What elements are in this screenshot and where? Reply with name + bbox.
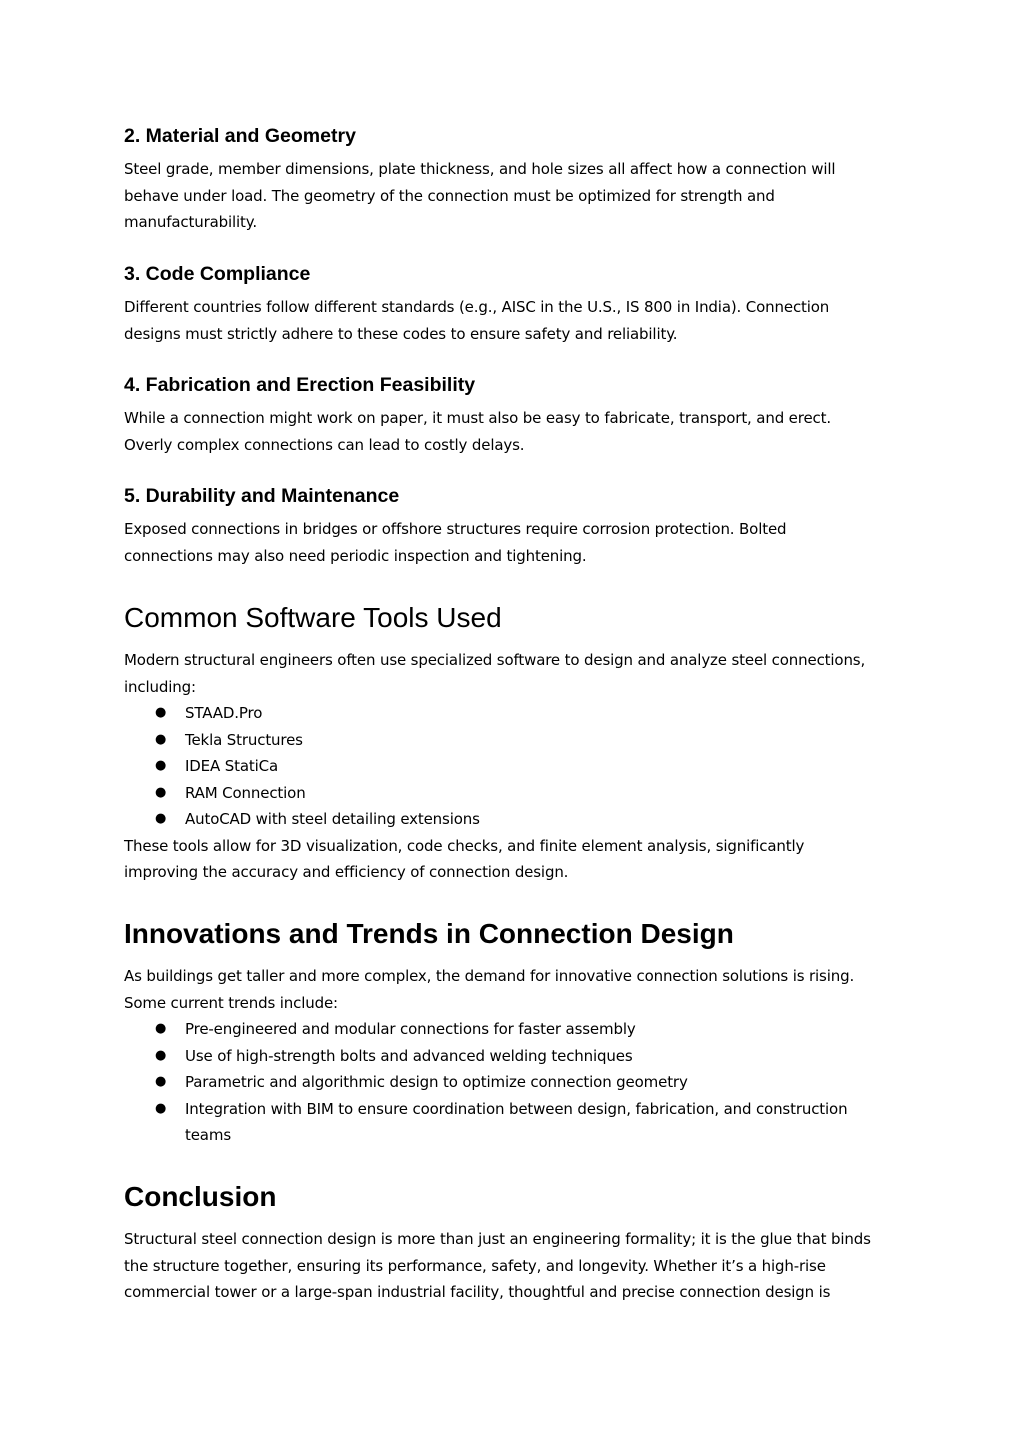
list-item (124, 753, 904, 780)
list-item-label: Pre-engineered and modular connections for faster assembly (185, 1020, 636, 1038)
text-line: designs must strictly adhere to these codes to ensure safety and reliability. (124, 324, 678, 343)
paragraph-conclusion (124, 1226, 904, 1306)
text-line: the structure together, ensuring its performance, safety, and longevity. Whether it’s a high-rise (124, 1256, 826, 1275)
text-line: These tools allow for 3D visualization, code checks, and finite element analysis, significantly (124, 836, 805, 855)
bullet-icon: ● (155, 1100, 167, 1116)
list-item (124, 700, 904, 727)
list-item (124, 1043, 904, 1070)
text-line: Structural steel connection design is more than just an engineering formality; it is the glue that binds (124, 1230, 871, 1248)
bullet-icon: ● (155, 731, 167, 747)
section-heading-fabrication: 4. Fabrication and Erection Feasibility (124, 374, 476, 396)
text-line: improving the accuracy and efficiency of connection design. (124, 863, 569, 881)
section-heading-code: 3. Code Compliance (124, 263, 311, 285)
section-heading-material: 2. Material and Geometry (124, 125, 356, 147)
trends-list (124, 1016, 904, 1149)
list-item-label: Use of high-strength bolts and advanced welding techniques (185, 1046, 633, 1065)
paragraph-innovations (124, 963, 904, 1149)
list-item-label: STAAD.Pro (185, 704, 263, 722)
paragraph-software (124, 647, 904, 886)
bullet-icon: ● (155, 1047, 167, 1063)
paragraph-fabrication (124, 405, 904, 458)
list-item-label: Parametric and algorithmic design to optimize connection geometry (185, 1073, 688, 1091)
list-item (124, 806, 904, 833)
bullet-icon: ● (155, 1074, 167, 1089)
text-line: Some current trends include: (124, 993, 338, 1012)
list-item (124, 1096, 904, 1123)
bullet-icon: ● (155, 811, 167, 826)
list-item-label: Integration with BIM to ensure coordination between design, fabrication, and construction (185, 1099, 848, 1118)
list-item-label: IDEA StatiCa (185, 757, 278, 775)
section-heading-durability: 5. Durability and Maintenance (124, 485, 400, 507)
text-line: commercial tower or a large-span industrial facility, thoughtful and precise connection design is (124, 1283, 831, 1301)
list-item-label: Tekla Structures (185, 730, 303, 749)
text-line: Modern structural engineers often use specialized software to design and analyze steel connections, (124, 651, 866, 669)
paragraph-code (124, 294, 904, 347)
list-item-continuation (124, 1122, 904, 1149)
text-line: Different countries follow different standards (e.g., AISC in the U.S., IS 800 in India). Connection (124, 298, 830, 316)
text-line: Overly complex connections can lead to costly delays. (124, 435, 525, 454)
list-item-label: RAM Connection (185, 783, 306, 802)
list-item-label: AutoCAD with steel detailing extensions (185, 810, 480, 828)
software-list (124, 700, 904, 833)
bullet-icon: ● (155, 758, 167, 773)
list-item-label: teams (185, 1126, 231, 1144)
text-line: Steel grade, member dimensions, plate thickness, and hole sizes all affect how a connection will (124, 160, 836, 178)
bullet-icon: ● (155, 705, 167, 720)
text-line: While a connection might work on paper, it must also be easy to fabricate, transport, and erect. (124, 409, 831, 427)
text-line: As buildings get taller and more complex, the demand for innovative connection solutions is rising. (124, 967, 855, 985)
paragraph-durability (124, 516, 904, 569)
text-line: including: (124, 677, 196, 696)
list-item (124, 1069, 904, 1096)
list-item (124, 1016, 904, 1043)
section-heading-software: Common Software Tools Used (124, 602, 502, 633)
section-heading-conclusion: Conclusion (124, 1181, 277, 1212)
bullet-icon: ● (155, 784, 167, 800)
list-item (124, 780, 904, 807)
section-heading-innovations: Innovations and Trends in Connection Design (124, 918, 734, 949)
text-line: manufacturability. (124, 213, 257, 231)
bullet-icon: ● (155, 1021, 167, 1036)
text-line: behave under load. The geometry of the connection must be optimized for strength and (124, 186, 775, 205)
text-line: connections may also need periodic inspection and tightening. (124, 546, 587, 565)
paragraph-material (124, 156, 904, 236)
list-item (124, 727, 904, 754)
text-line: Exposed connections in bridges or offshore structures require corrosion protection. Bolted (124, 520, 787, 538)
